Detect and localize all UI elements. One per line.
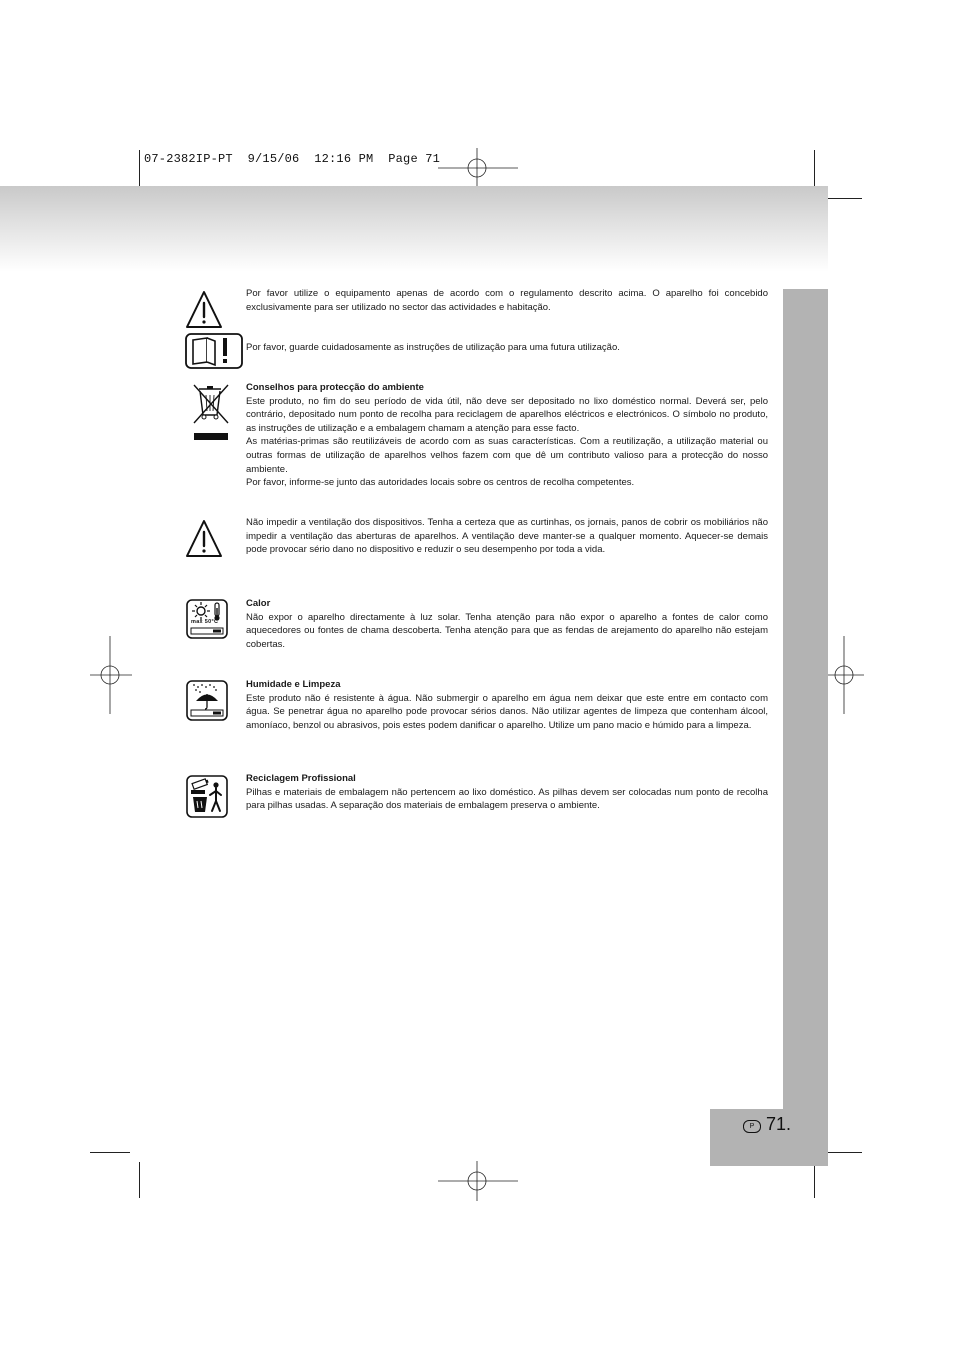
section-humidity-cleaning	[246, 678, 768, 732]
manual-exclamation-icon	[185, 333, 243, 369]
crop-mark	[139, 150, 140, 186]
heat-max-50-icon	[186, 599, 228, 639]
crop-mark	[814, 1162, 815, 1198]
paragraph: Por favor, guarde cuidadosamente as instruções de utilização para uma futura utilização.	[246, 342, 620, 353]
registration-mark-icon	[438, 1161, 518, 1201]
page-number-box	[710, 1109, 828, 1166]
section-professional-recycling	[246, 772, 768, 813]
heat-icon-label: max 50°C	[191, 619, 219, 625]
section-heading: Conselhos para protecção do ambiente	[246, 382, 424, 393]
crop-mark	[90, 1152, 130, 1153]
warning-triangle-icon	[184, 518, 224, 560]
registration-mark-icon	[438, 148, 518, 188]
crop-mark	[814, 150, 815, 186]
battery-disposal-icon	[186, 775, 228, 818]
language-badge: P	[743, 1120, 761, 1133]
paragraph: Pilhas e materiais de embalagem não pertencem ao lixo doméstico. As pilhas devem ser colocadas num ponto de recolha para pilhas usadas. A separação dos materiais de embalagem preserva o ambiente.	[246, 786, 768, 812]
section-heat	[246, 597, 768, 651]
paragraph: Não expor o aparelho directamente à luz solar. Tenha atenção para não expor o aparelho a fontes de calor como aquecedores ou fontes de chama descoberta. Tenha atenção para que as fendas de arejamento do aparelho não estejam cobertas.	[246, 611, 768, 650]
registration-mark-icon	[824, 636, 864, 714]
registration-mark-icon	[90, 636, 132, 714]
paragraph: Não impedir a ventilação dos dispositivos. Tenha a certeza que as curtinhas, os jornais, panos de cobrir os mobiliários não impedir a ventilação das aberturas de aparelhos. A ventilação deve manter-se a qualquer momento. Aquecer-se demais pode provocar sério dano no dispositivo e reduzir o seu desempenho por toda a vida.	[246, 517, 768, 556]
section-heading: Calor	[246, 598, 271, 609]
warning-triangle-icon	[184, 289, 224, 331]
section-heading: Humidade e Limpeza	[246, 679, 341, 690]
umbrella-rain-icon	[186, 680, 228, 721]
crop-mark	[824, 1152, 862, 1153]
page-number: 71.	[766, 1114, 792, 1134]
paragraph: Por favor utilize o equipamento apenas de acordo com o regulamento descrito acima. O aparelho foi concebido exclusivamente para ser utilizado no sector das actividades e habitação.	[246, 288, 768, 313]
crop-mark	[824, 198, 862, 199]
print-slug: 07-2382IP-PT 9/15/06 12:16 PM Page 71	[144, 152, 441, 166]
crossed-bin-icon	[191, 383, 231, 443]
section-ventilation	[246, 516, 768, 557]
header-gradient-band	[0, 186, 828, 272]
paragraph: Este produto não é resistente à água. Não submergir o aparelho em água nem deixar que este entre em contacto com água. Se penetrar água no aparelho pode provocar sérios danos. Não utilizar agentes de limpeza que contenham álcool, amoníaco, benzol ou abrasivos, pois estes podem danificar o aparelho. Utilize um pano macio e húmido para a limpeza.	[246, 692, 768, 731]
section-heading: Reciclagem Profissional	[246, 773, 356, 784]
section-environment	[246, 381, 768, 490]
paragraph: Por favor, informe-se junto das autoridades locais sobre os centros de recolha competentes.	[246, 477, 635, 489]
side-tab-bar	[783, 289, 828, 1109]
section-usage-notice	[246, 287, 768, 314]
paragraph: As matérias-primas são reutilizáveis de acordo com as suas características. Com a reutilização, a utilização material ou outras formas de utilização de aparelhos velhos fazem com que dê um contributo valioso para a protecção do nosso ambiente.	[246, 436, 768, 475]
paragraph: Este produto, no fim do seu período de vida útil, não deve ser depositado no lixo doméstico normal. Deverá ser, pelo contrário, depositado num ponto de recolha para reciclagem de aparelhos eléctricos e electrónicos. O símbolo no produto, as instruções de utilização e a embalagem chamam a atenção para esse facto.	[246, 395, 768, 434]
section-keep-instructions	[246, 341, 768, 355]
crop-mark	[139, 1162, 140, 1198]
